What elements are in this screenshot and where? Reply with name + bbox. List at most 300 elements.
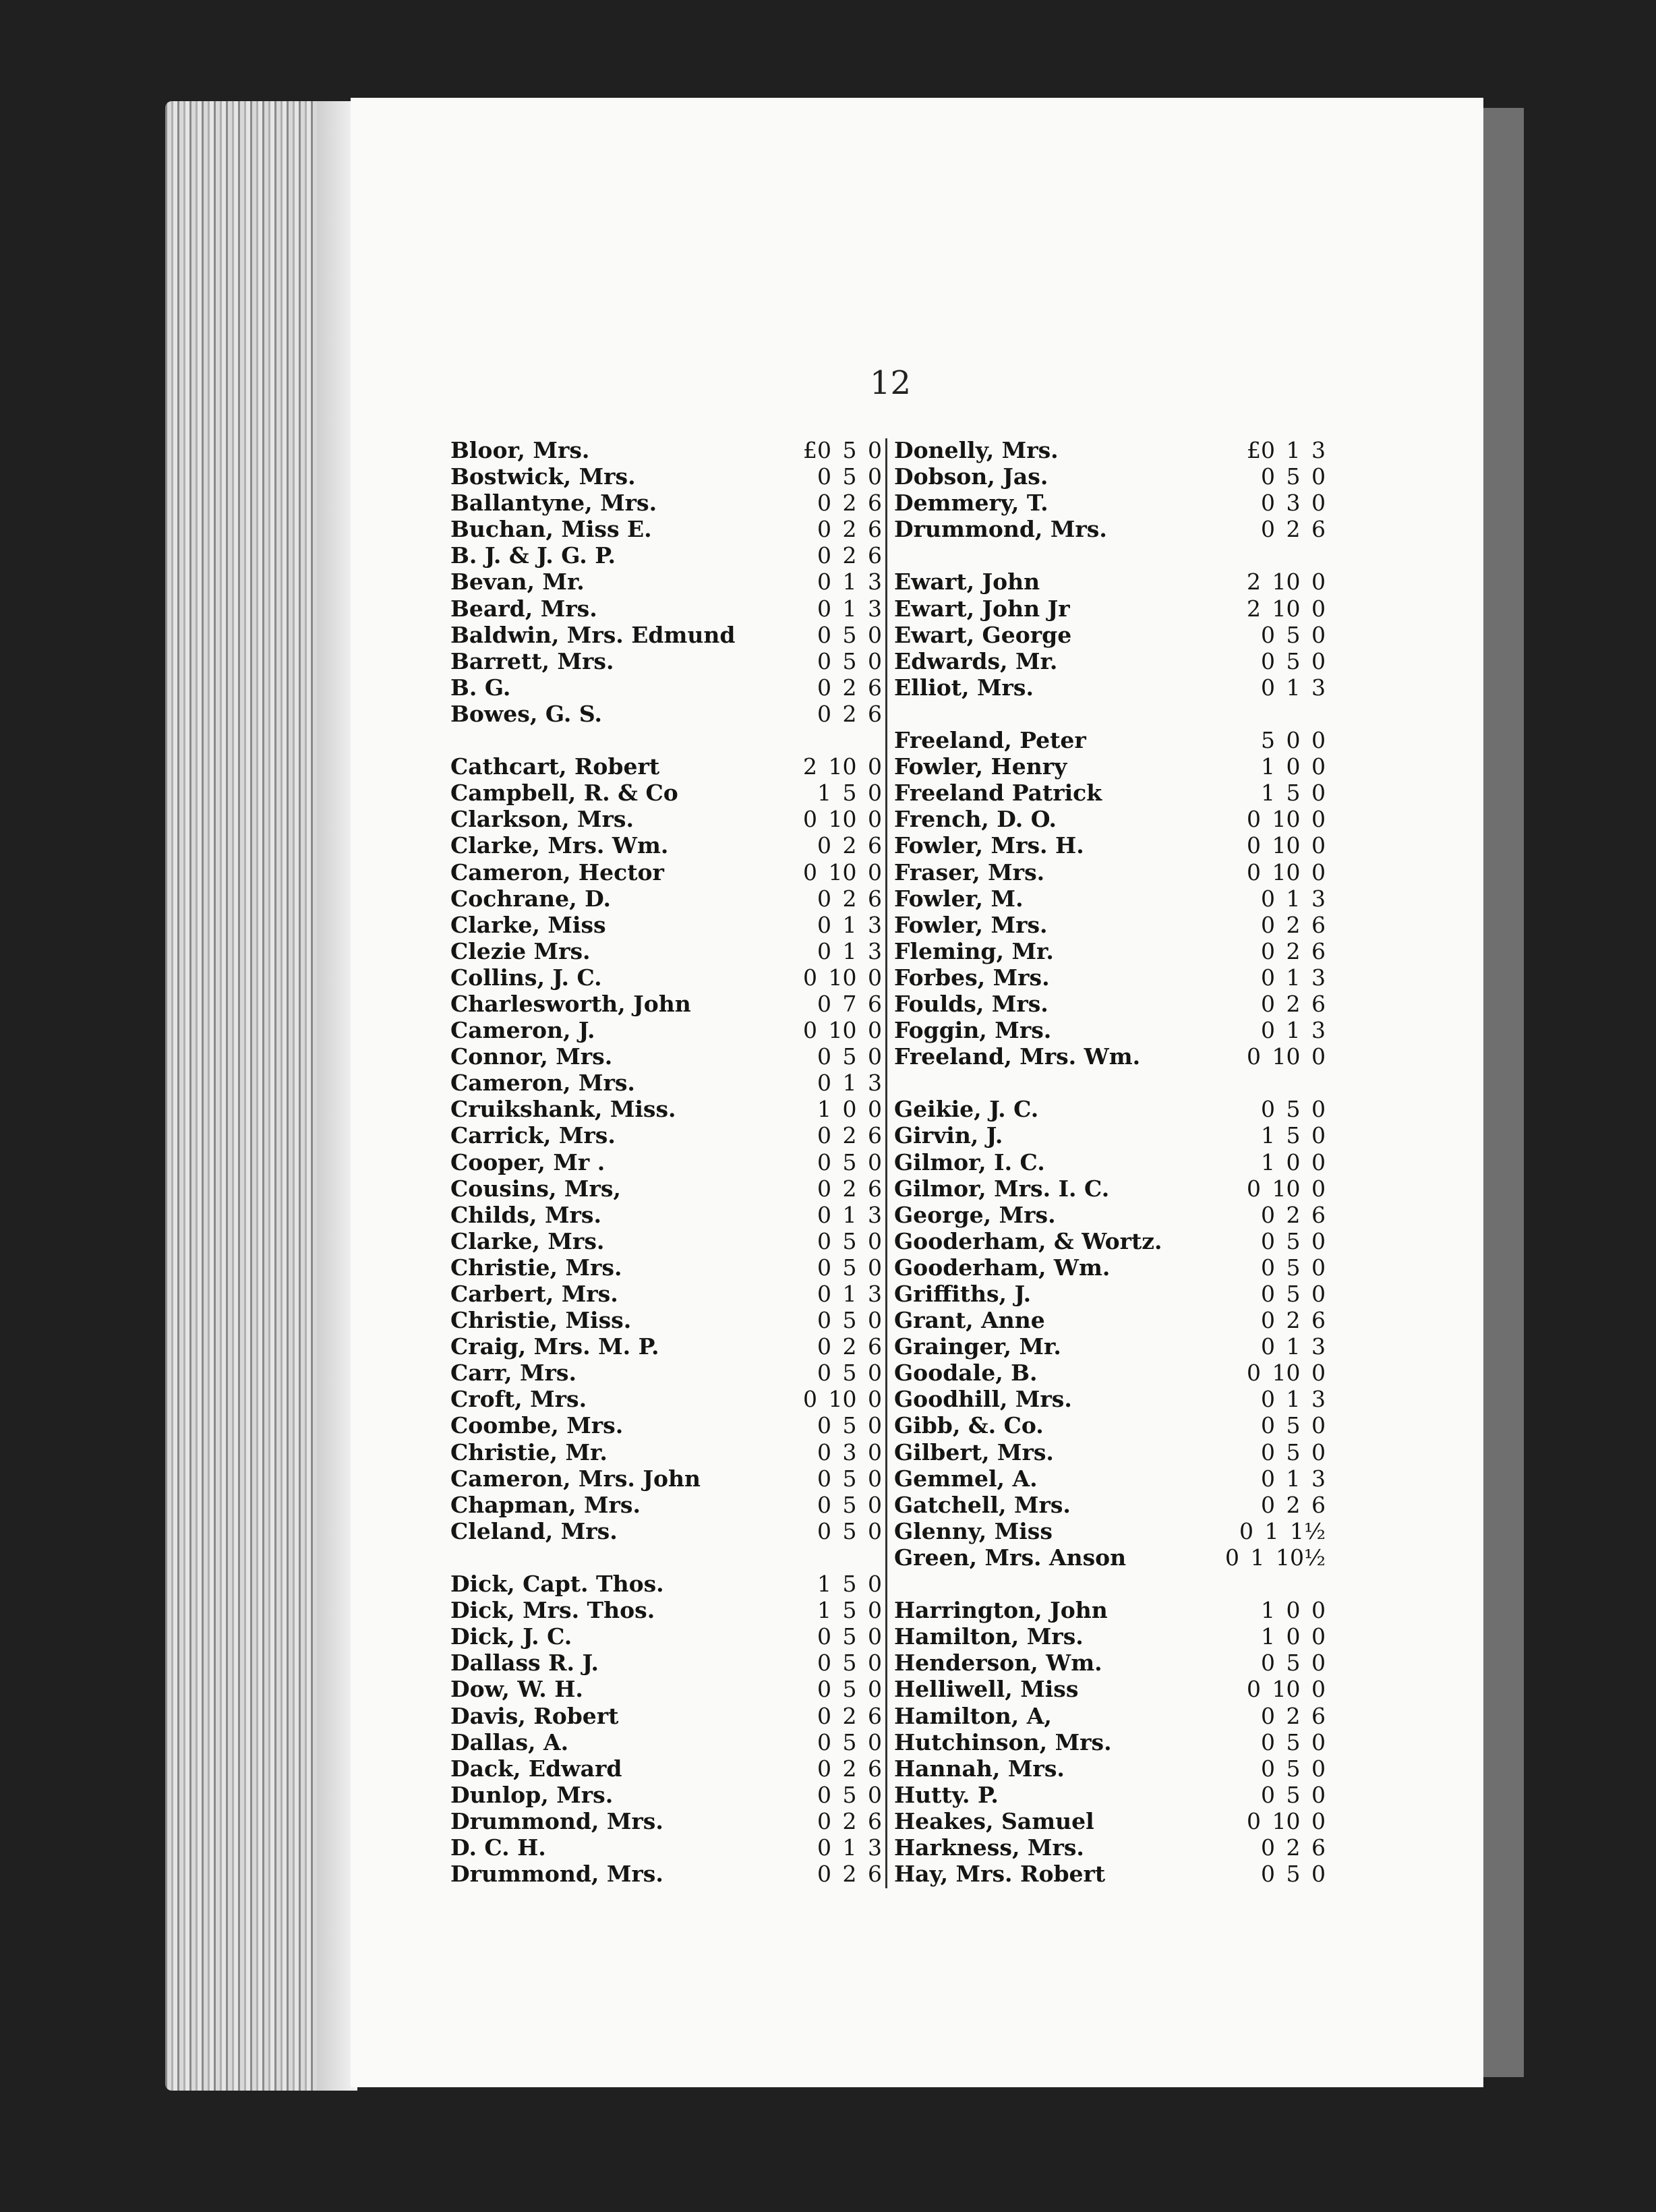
subscription-amount: 0 10 0 — [1247, 806, 1326, 833]
subscriber-row — [450, 1333, 882, 1360]
subscription-amount: 1 5 0 — [817, 780, 882, 807]
subscriber-name: D. C. H. — [450, 1834, 546, 1861]
subscriber-name: Barrett, Mrs. — [450, 647, 614, 674]
subscriber-name: Clarke, Mrs. Wm. — [450, 832, 669, 859]
subscription-amount: 0 2 6 — [817, 832, 882, 859]
subscriber-row — [894, 1202, 1326, 1228]
subscription-amount: 0 5 0 — [1261, 1254, 1326, 1281]
subscription-amount: 0 2 6 — [1261, 516, 1326, 543]
subscriber-name: B. G. — [450, 674, 511, 701]
subscription-amount: 0 10 0 — [1247, 832, 1326, 859]
right-subscriber-column — [894, 437, 1326, 1887]
subscriber-name: Dick, Mrs. Thos. — [450, 1597, 655, 1624]
subscriber-row — [894, 648, 1326, 674]
subscriber-name: Connor, Mrs. — [450, 1043, 613, 1070]
subscriber-name: Cameron, Mrs. — [450, 1070, 635, 1097]
subscription-amount: 5 0 0 — [1261, 727, 1326, 754]
subscriber-name: Freeland Patrick — [894, 780, 1102, 807]
subscription-amount: 0 10 0 — [803, 806, 882, 833]
subscriber-row — [450, 1070, 882, 1096]
subscriber-row — [450, 490, 882, 516]
subscriber-name: Baldwin, Mrs. Edmund — [450, 621, 736, 648]
subscriber-row — [894, 1386, 1326, 1412]
subscription-amount: £0 1 3 — [1247, 437, 1326, 463]
subscriber-name: B. J. & J. G. P. — [450, 542, 616, 569]
subscription-amount: 0 10 0 — [803, 964, 882, 991]
subscriber-name: Goodale, B. — [894, 1360, 1038, 1387]
subscription-amount: 0 7 6 — [817, 990, 882, 1017]
subscriber-name: Davis, Robert — [450, 1702, 619, 1729]
subscriber-row — [450, 1571, 882, 1597]
subscriber-row — [450, 463, 882, 490]
column-divider — [885, 438, 887, 1888]
subscriber-name: Bevan, Mr. — [450, 569, 585, 595]
subscriber-name: French, D. O. — [894, 806, 1057, 833]
subscription-amount: 2 10 0 — [1247, 569, 1326, 595]
subscriber-row — [894, 1360, 1326, 1386]
subscriber-name: Clarkson, Mrs. — [450, 806, 634, 833]
subscription-amount: 0 5 0 — [817, 1254, 882, 1281]
subscription-amount: 1 0 0 — [1261, 1597, 1326, 1624]
subscriber-row — [894, 1861, 1326, 1887]
subscriber-row — [894, 1597, 1326, 1623]
subscription-amount: 2 10 0 — [803, 753, 882, 780]
subscriber-name: Charlesworth, John — [450, 990, 691, 1017]
subscription-amount: 0 1 3 — [1261, 964, 1326, 991]
subscriber-row — [450, 1254, 882, 1281]
subscription-amount: 0 5 0 — [817, 647, 882, 674]
subscriber-row — [894, 964, 1326, 991]
subscriber-row — [450, 1808, 882, 1834]
subscriber-name: Grainger, Mr. — [894, 1333, 1061, 1360]
subscriber-name: Clarke, Miss — [450, 911, 606, 938]
subscriber-row — [894, 674, 1326, 701]
subscription-amount: 0 1 3 — [1261, 1017, 1326, 1044]
subscriber-name: Cameron, J. — [450, 1017, 595, 1044]
subscription-amount: 0 5 0 — [817, 1465, 882, 1492]
subscriber-row — [450, 780, 882, 806]
subscription-amount: 0 10 0 — [803, 1386, 882, 1413]
subscriber-row — [450, 1703, 882, 1729]
subscriber-row — [450, 1597, 882, 1623]
subscriber-row — [450, 753, 882, 780]
subscriber-name: Dobson, Jas. — [894, 463, 1048, 490]
subscriber-row — [894, 1307, 1326, 1333]
subscriber-name: Christie, Miss. — [450, 1307, 632, 1334]
subscription-amount: 0 5 0 — [1261, 1781, 1326, 1808]
subscriber-name: Ewart, John Jr — [894, 595, 1070, 622]
subscriber-row — [450, 648, 882, 674]
subscriber-row — [894, 595, 1326, 622]
subscription-amount: 0 5 0 — [817, 1517, 882, 1544]
subscriber-row — [894, 1782, 1326, 1808]
subscriber-row — [894, 1412, 1326, 1438]
subscriber-name: Glenny, Miss — [894, 1517, 1053, 1544]
subscriber-row — [450, 1307, 882, 1333]
subscriber-row — [894, 1175, 1326, 1202]
subscriber-row — [450, 1439, 882, 1465]
subscription-amount: 0 2 6 — [817, 885, 882, 912]
subscriber-name: Cameron, Hector — [450, 858, 664, 885]
subscriber-name: Bloor, Mrs. — [450, 437, 590, 463]
subscriber-row — [894, 1439, 1326, 1465]
subscription-amount: 0 5 0 — [1261, 1281, 1326, 1307]
subscription-amount: 0 5 0 — [1261, 1438, 1326, 1465]
subscriber-row — [450, 1782, 882, 1808]
subscription-amount: 0 10 0 — [803, 858, 882, 885]
subscriber-name: Carrick, Mrs. — [450, 1122, 616, 1149]
subscriber-name: Fraser, Mrs. — [894, 858, 1045, 885]
subscription-amount: 0 2 6 — [817, 516, 882, 543]
subscription-amount: 0 1 3 — [817, 1281, 882, 1307]
subscriber-name: Bowes, G. S. — [450, 700, 602, 727]
subscriber-row — [450, 1518, 882, 1544]
subscriber-row — [894, 1518, 1326, 1544]
subscriber-row — [450, 1228, 882, 1254]
subscription-amount: 0 5 0 — [817, 621, 882, 648]
subscriber-name: Cousins, Mrs, — [450, 1175, 621, 1202]
subscriber-name: Hutchinson, Mrs. — [894, 1728, 1112, 1755]
subscriber-row — [450, 1202, 882, 1228]
subscriber-row — [894, 1333, 1326, 1360]
subscription-amount: 1 0 0 — [1261, 1148, 1326, 1175]
subscriber-name: Christie, Mr. — [450, 1438, 608, 1465]
subscriber-row — [450, 1412, 882, 1438]
subscription-amount: 0 2 6 — [817, 1175, 882, 1202]
subscriber-row — [894, 1465, 1326, 1492]
subscription-amount: 0 10 0 — [1247, 858, 1326, 885]
subscription-amount: 0 10 0 — [803, 1017, 882, 1044]
subscription-amount: 0 1 3 — [817, 911, 882, 938]
subscriber-row — [450, 1676, 882, 1702]
subscriber-row — [450, 1043, 882, 1070]
subscriber-name: Childs, Mrs. — [450, 1201, 601, 1228]
subscription-amount: 0 5 0 — [1261, 1096, 1326, 1123]
subscriber-name: Henderson, Wm. — [894, 1650, 1102, 1677]
subscriber-name: Elliot, Mrs. — [894, 674, 1034, 701]
subscriber-row — [450, 674, 882, 701]
subscription-amount: 0 1 3 — [817, 1201, 882, 1228]
subscription-amount: £0 5 0 — [803, 437, 882, 463]
subscription-amount: 0 5 0 — [817, 1781, 882, 1808]
subscriber-row — [894, 1729, 1326, 1755]
subscription-amount: 0 5 0 — [817, 463, 882, 490]
subscriber-row — [450, 1175, 882, 1202]
subscription-amount: 0 1 1½ — [1239, 1517, 1326, 1544]
subscriber-name: Harkness, Mrs. — [894, 1834, 1084, 1861]
subscriber-name: Dick, Capt. Thos. — [450, 1571, 664, 1598]
subscriber-row — [450, 516, 882, 542]
subscriber-name: Drummond, Mrs. — [450, 1861, 663, 1888]
subscriber-row — [894, 1492, 1326, 1518]
subscriber-row — [450, 964, 882, 991]
subscriber-row — [450, 569, 882, 595]
subscriber-name: Gibb, &. Co. — [894, 1412, 1044, 1439]
subscriber-row — [450, 991, 882, 1017]
subscriber-row — [450, 1492, 882, 1518]
subscriber-row — [894, 1149, 1326, 1175]
subscriber-name: Heakes, Samuel — [894, 1807, 1094, 1834]
subscription-amount: 0 5 0 — [817, 1650, 882, 1677]
subscription-amount: 0 2 6 — [1261, 1307, 1326, 1334]
subscription-amount: 0 2 6 — [1261, 1702, 1326, 1729]
subscriber-name: Harrington, John — [894, 1597, 1108, 1624]
subscriber-name: Drummond, Mrs. — [450, 1807, 663, 1834]
subscriber-name: Gilbert, Mrs. — [894, 1438, 1054, 1465]
subscriber-name: Foggin, Mrs. — [894, 1017, 1052, 1044]
subscriber-row — [894, 1703, 1326, 1729]
subscription-amount: 0 5 0 — [817, 1148, 882, 1175]
subscription-amount: 0 5 0 — [1261, 1412, 1326, 1439]
subscription-amount: 0 10 0 — [1247, 1043, 1326, 1070]
subscriber-row — [894, 780, 1326, 806]
subscription-amount: 1 0 0 — [1261, 1623, 1326, 1650]
subscriber-row — [894, 701, 1326, 727]
subscriber-name: Dick, J. C. — [450, 1623, 572, 1650]
subscriber-name: Chapman, Mrs. — [450, 1491, 641, 1518]
subscription-amount: 0 1 3 — [817, 595, 882, 622]
subscriber-row — [894, 938, 1326, 964]
subscriber-name: Goodhill, Mrs. — [894, 1386, 1072, 1413]
subscriber-name: Green, Mrs. Anson — [894, 1544, 1127, 1571]
subscriber-row — [894, 1755, 1326, 1782]
subscriber-name: Gemmel, A. — [894, 1465, 1038, 1492]
subscription-amount: 0 2 6 — [817, 674, 882, 701]
left-subscriber-column — [450, 437, 882, 1887]
subscriber-row — [894, 912, 1326, 938]
subscriber-name: Bostwick, Mrs. — [450, 463, 636, 490]
subscriber-name: Hannah, Mrs. — [894, 1755, 1065, 1782]
subscriber-name: Gooderham, & Wortz. — [894, 1227, 1162, 1254]
subscriber-row — [450, 859, 882, 885]
subscription-amount: 2 10 0 — [1247, 595, 1326, 622]
subscriber-row — [894, 885, 1326, 912]
subscription-amount: 0 5 0 — [817, 1360, 882, 1387]
subscription-amount: 0 5 0 — [1261, 463, 1326, 490]
subscription-amount: 0 5 0 — [817, 1227, 882, 1254]
subscriber-name: Buchan, Miss E. — [450, 516, 652, 543]
subscription-amount: 0 1 3 — [817, 569, 882, 595]
subscriber-name: Ballantyne, Mrs. — [450, 490, 657, 517]
subscription-amount: 0 2 6 — [817, 490, 882, 517]
subscriber-row — [894, 1650, 1326, 1676]
subscriber-row — [894, 753, 1326, 780]
subscriber-row — [450, 701, 882, 727]
subscriber-row — [450, 1834, 882, 1861]
subscriber-name: George, Mrs. — [894, 1201, 1056, 1228]
subscription-amount: 0 1 3 — [1261, 674, 1326, 701]
subscriber-name: Girvin, J. — [894, 1122, 1003, 1149]
subscriber-row — [894, 1043, 1326, 1070]
subscriber-name: Hamilton, Mrs. — [894, 1623, 1084, 1650]
subscriber-row — [894, 832, 1326, 858]
subscriber-name: Cochrane, D. — [450, 885, 612, 912]
subscriber-row — [450, 542, 882, 569]
subscriber-row — [450, 1281, 882, 1307]
subscriber-row — [894, 1808, 1326, 1834]
subscriber-name: Clezie Mrs. — [450, 937, 591, 964]
subscription-amount: 0 10 0 — [1247, 1175, 1326, 1202]
subscription-amount: 0 5 0 — [817, 1412, 882, 1439]
subscription-amount: 0 2 6 — [817, 700, 882, 727]
subscription-amount: 1 5 0 — [1261, 1122, 1326, 1149]
subscriber-row — [894, 1254, 1326, 1281]
subscriber-name: Gilmor, Mrs. I. C. — [894, 1175, 1110, 1202]
subscriber-row — [450, 1122, 882, 1148]
subscriber-name: Fowler, Mrs. H. — [894, 832, 1084, 859]
subscription-amount: 0 5 0 — [817, 1307, 882, 1334]
subscriber-name: Freeland, Mrs. Wm. — [894, 1043, 1141, 1070]
subscription-amount: 0 1 3 — [817, 1070, 882, 1097]
subscriber-name: Ewart, George — [894, 621, 1072, 648]
subscription-amount: 0 2 6 — [817, 1333, 882, 1360]
subscriber-name: Collins, J. C. — [450, 964, 602, 991]
subscriber-row — [450, 595, 882, 622]
subscriber-row — [894, 1544, 1326, 1571]
subscription-amount: 0 2 6 — [817, 1861, 882, 1888]
subscription-amount: 0 2 6 — [1261, 937, 1326, 964]
subscriber-row — [450, 1544, 882, 1571]
subscriber-row — [894, 1070, 1326, 1096]
subscription-amount: 0 2 6 — [817, 1122, 882, 1149]
subscriber-name: Hay, Mrs. Robert — [894, 1861, 1106, 1888]
subscription-amount: 0 10 0 — [1247, 1360, 1326, 1387]
subscriber-name: Cameron, Mrs. John — [450, 1465, 701, 1492]
subscriber-name: Demmery, T. — [894, 490, 1048, 517]
subscriber-row — [894, 1096, 1326, 1122]
subscriber-row — [450, 912, 882, 938]
subscription-amount: 0 5 0 — [1261, 1728, 1326, 1755]
subscription-amount: 0 2 6 — [1261, 1201, 1326, 1228]
subscriber-name: Beard, Mrs. — [450, 595, 597, 622]
subscriber-name: Dallas, A. — [450, 1728, 569, 1755]
subscription-amount: 0 2 6 — [1261, 990, 1326, 1017]
subscription-amount: 0 5 0 — [817, 1043, 882, 1070]
subscriber-row — [894, 859, 1326, 885]
subscription-amount: 0 1 3 — [1261, 1465, 1326, 1492]
subscriber-row — [894, 1228, 1326, 1254]
subscriber-row — [894, 437, 1326, 463]
subscription-amount: 0 1 3 — [817, 1834, 882, 1861]
subscription-amount: 0 2 6 — [817, 1702, 882, 1729]
subscription-amount: 0 2 6 — [817, 542, 882, 569]
subscriber-name: Clarke, Mrs. — [450, 1227, 605, 1254]
subscriber-row — [894, 622, 1326, 648]
subscription-amount: 0 1 3 — [817, 937, 882, 964]
subscriber-row — [450, 938, 882, 964]
subscriber-name: Dunlop, Mrs. — [450, 1781, 614, 1808]
subscription-amount: 0 5 0 — [817, 1491, 882, 1518]
subscriber-name: Craig, Mrs. M. P. — [450, 1333, 659, 1360]
subscription-amount: 0 2 6 — [817, 1807, 882, 1834]
subscription-amount: 1 0 0 — [817, 1096, 882, 1123]
subscriber-row — [450, 437, 882, 463]
subscription-amount: 0 1 3 — [1261, 1333, 1326, 1360]
subscriber-name: Ewart, John — [894, 569, 1040, 595]
subscriber-row — [450, 832, 882, 858]
subscription-amount: 0 5 0 — [1261, 1861, 1326, 1888]
subscriber-row — [450, 1729, 882, 1755]
subscription-amount: 0 2 6 — [817, 1755, 882, 1782]
subscription-amount: 0 2 6 — [1261, 1834, 1326, 1861]
subscriber-row — [894, 991, 1326, 1017]
subscriber-name: Campbell, R. & Co — [450, 780, 678, 807]
subscriber-row — [894, 569, 1326, 595]
subscriber-row — [894, 1281, 1326, 1307]
subscriber-row — [894, 542, 1326, 569]
subscriber-row — [894, 1676, 1326, 1702]
subscriber-row — [450, 806, 882, 832]
subscription-amount: 0 5 0 — [1261, 1755, 1326, 1782]
subscription-amount: 0 1 10½ — [1225, 1544, 1326, 1571]
subscription-amount: 0 3 0 — [1261, 490, 1326, 517]
subscription-amount: 1 5 0 — [1261, 780, 1326, 807]
subscriber-name: Coombe, Mrs. — [450, 1412, 624, 1439]
subscriber-row — [450, 1386, 882, 1412]
subscriber-row — [894, 463, 1326, 490]
subscriber-name: Gooderham, Wm. — [894, 1254, 1111, 1281]
subscription-amount: 0 2 6 — [1261, 1491, 1326, 1518]
subscription-amount: 0 10 0 — [1247, 1676, 1326, 1703]
subscriber-name: Dow, W. H. — [450, 1676, 583, 1703]
subscription-amount: 1 0 0 — [1261, 753, 1326, 780]
subscriber-name: Christie, Mrs. — [450, 1254, 622, 1281]
subscriber-row — [894, 806, 1326, 832]
subscriber-name: Grant, Anne — [894, 1307, 1045, 1334]
subscriber-name: Dack, Edward — [450, 1755, 622, 1782]
subscriber-name: Griffiths, J. — [894, 1281, 1032, 1307]
subscriber-row — [450, 1360, 882, 1386]
subscriber-name: Freeland, Peter — [894, 727, 1086, 754]
subscriber-name: Fleming, Mr. — [894, 937, 1054, 964]
subscriber-name: Drummond, Mrs. — [894, 516, 1107, 543]
subscription-amount: 1 5 0 — [817, 1571, 882, 1598]
subscription-amount: 0 5 0 — [1261, 647, 1326, 674]
subscriber-name: Cruikshank, Miss. — [450, 1096, 676, 1123]
subscriber-row — [894, 1571, 1326, 1597]
subscription-amount: 0 5 0 — [817, 1728, 882, 1755]
page-number: 12 — [870, 364, 912, 402]
subscriber-name: Dallass R. J. — [450, 1650, 599, 1677]
subscriber-name: Carbert, Mrs. — [450, 1281, 618, 1307]
subscription-amount: 1 5 0 — [817, 1597, 882, 1624]
subscriber-row — [894, 1834, 1326, 1861]
subscriber-name: Foulds, Mrs. — [894, 990, 1048, 1017]
subscription-amount: 0 10 0 — [1247, 1807, 1326, 1834]
subscriber-row — [450, 622, 882, 648]
subscription-amount: 0 5 0 — [1261, 1650, 1326, 1677]
subscriber-name: Hutty. P. — [894, 1781, 999, 1808]
subscriber-row — [894, 490, 1326, 516]
subscriber-row — [894, 1017, 1326, 1043]
subscriber-name: Carr, Mrs. — [450, 1360, 576, 1387]
facing-page-edge — [1477, 108, 1524, 2077]
subscriber-row — [450, 1650, 882, 1676]
subscription-amount: 0 5 0 — [817, 1676, 882, 1703]
subscriber-row — [450, 1861, 882, 1887]
subscriber-name: Donelly, Mrs. — [894, 437, 1059, 463]
subscription-amount: 0 5 0 — [1261, 1227, 1326, 1254]
subscriber-name: Croft, Mrs. — [450, 1386, 587, 1413]
subscriber-name: Fowler, Mrs. — [894, 911, 1048, 938]
subscriber-name: Hamilton, A, — [894, 1702, 1052, 1729]
subscriber-name: Edwards, Mr. — [894, 647, 1058, 674]
subscription-amount: 0 5 0 — [1261, 621, 1326, 648]
subscriber-name: Cleland, Mrs. — [450, 1517, 618, 1544]
subscriber-row — [450, 1017, 882, 1043]
subscription-amount: 0 3 0 — [817, 1438, 882, 1465]
subscription-amount: 0 1 3 — [1261, 1386, 1326, 1413]
